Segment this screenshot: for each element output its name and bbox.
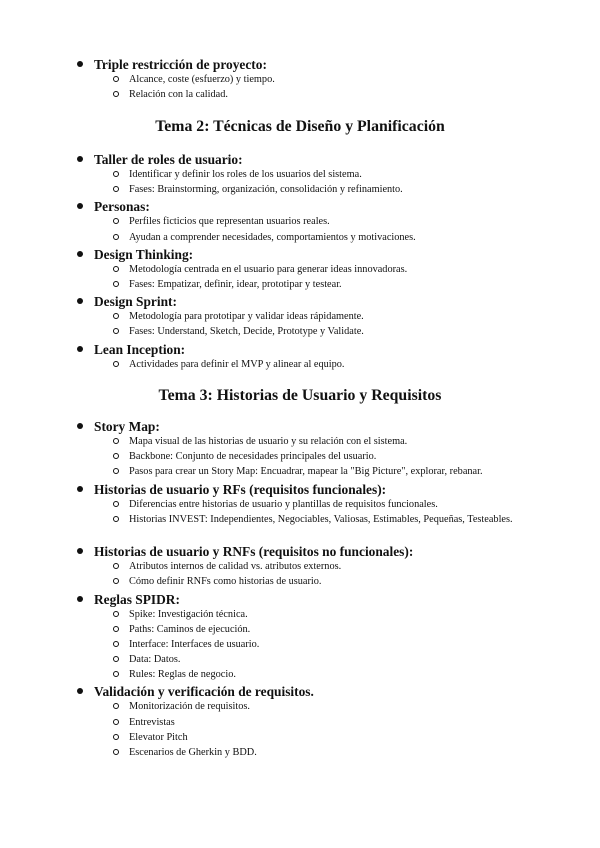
list-item: Fases: Empatizar, definir, idear, prototipar y testear. [0, 277, 600, 292]
list-item: Paths: Caminos de ejecución. [0, 622, 600, 637]
bullet-icon [77, 596, 83, 602]
bullet-icon [77, 156, 83, 162]
circle-bullet-icon [113, 76, 119, 82]
tema2-heading: Tema 2: Técnicas de Diseño y Planificación [155, 118, 445, 135]
circle-bullet-icon [113, 578, 119, 584]
circle-bullet-icon [113, 171, 119, 177]
topic-personas: Personas: [0, 199, 600, 214]
list-item: Identificar y definir los roles de los usuarios del sistema. [0, 167, 600, 182]
list-item: Fases: Brainstorming, organización, consolidación y refinamiento. [0, 182, 600, 197]
topic-title: Triple restricción de proyecto: [94, 57, 267, 72]
topic-taller-roles: Taller de roles de usuario: [0, 152, 600, 167]
bullet-icon [77, 423, 83, 429]
bullet-icon [77, 298, 83, 304]
list-item: Mapa visual de las historias de usuario y su relación con el sistema. [0, 434, 600, 449]
circle-bullet-icon [113, 281, 119, 287]
circle-bullet-icon [113, 361, 119, 367]
list-item: Escenarios de Gherkin y BDD. [0, 745, 600, 760]
circle-bullet-icon [113, 641, 119, 647]
list-item: Cómo definir RNFs como historias de usuario. [0, 574, 600, 589]
circle-bullet-icon [113, 468, 119, 474]
list-item: Interface: Interfaces de usuario. [0, 637, 600, 652]
circle-bullet-icon [113, 234, 119, 240]
topic-triple-restriccion [0, 57, 600, 72]
circle-bullet-icon [113, 328, 119, 334]
circle-bullet-icon [113, 719, 119, 725]
circle-bullet-icon [113, 671, 119, 677]
list-item: Monitorización de requisitos. [0, 699, 600, 714]
circle-bullet-icon [113, 438, 119, 444]
bullet-icon [77, 548, 83, 554]
circle-bullet-icon [113, 611, 119, 617]
tema3-section [0, 419, 600, 760]
circle-bullet-icon [113, 656, 119, 662]
list-item: Ayudan a comprender necesidades, comportamientos y motivaciones. [0, 230, 600, 245]
circle-bullet-icon [113, 749, 119, 755]
bullet-icon [77, 203, 83, 209]
list-item: Actividades para definir el MVP y alinear al equipo. [0, 357, 600, 372]
bullet-icon [77, 486, 83, 492]
topic-historias-rnf: Historias de usuario y RNFs (requisitos no funcionales): [0, 544, 600, 559]
list-item: Rules: Reglas de negocio. [0, 667, 600, 682]
circle-bullet-icon [113, 218, 119, 224]
topic-historias-rf: Historias de usuario y RFs (requisitos funcionales): [0, 482, 600, 497]
list-item: Diferencias entre historias de usuario y plantillas de requisitos funcionales. [0, 497, 600, 512]
topic-reglas-spidr: Reglas SPIDR: [0, 592, 600, 607]
topic-story-map: Story Map: [0, 419, 600, 434]
circle-bullet-icon [113, 563, 119, 569]
list-item: Historias INVEST: Independientes, Negociables, Valiosas, Estimables, Pequeñas, Testeables. [0, 512, 600, 542]
tema2-section [0, 152, 600, 372]
list-item: Pasos para crear un Story Map: Encuadrar, mapear la "Big Picture", explorar, rebanar. [0, 464, 600, 479]
list-item: Alcance, coste (esfuerzo) y tiempo. [0, 72, 600, 87]
list-item: Spike: Investigación técnica. [0, 607, 600, 622]
bullet-icon [77, 346, 83, 352]
topic-design-sprint: Design Sprint: [0, 294, 600, 309]
circle-bullet-icon [113, 734, 119, 740]
list-item: Fases: Understand, Sketch, Decide, Prototype y Validate. [0, 324, 600, 339]
list-item: Relación con la calidad. [0, 87, 600, 102]
top-section [0, 57, 600, 102]
list-item: Metodología para prototipar y validar ideas rápidamente. [0, 309, 600, 324]
list-item: Atributos internos de calidad vs. atributos externos. [0, 559, 600, 574]
topic-design-thinking: Design Thinking: [0, 247, 600, 262]
circle-bullet-icon [113, 91, 119, 97]
list-item: Entrevistas [0, 715, 600, 730]
bullet-icon [77, 61, 83, 67]
circle-bullet-icon [113, 703, 119, 709]
list-item: Perfiles ficticios que representan usuarios reales. [0, 214, 600, 229]
list-item: Data: Datos. [0, 652, 600, 667]
circle-bullet-icon [113, 453, 119, 459]
list-item: Metodología centrada en el usuario para generar ideas innovadoras. [0, 262, 600, 277]
topic-lean-inception: Lean Inception: [0, 342, 600, 357]
circle-bullet-icon [113, 516, 119, 522]
circle-bullet-icon [113, 501, 119, 507]
circle-bullet-icon [113, 626, 119, 632]
bullet-icon [77, 251, 83, 257]
circle-bullet-icon [113, 266, 119, 272]
list-item: Elevator Pitch [0, 730, 600, 745]
topic-validacion: Validación y verificación de requisitos. [0, 684, 600, 699]
circle-bullet-icon [113, 313, 119, 319]
bullet-icon [77, 688, 83, 694]
tema3-heading: Tema 3: Historias de Usuario y Requisitos [158, 387, 442, 404]
circle-bullet-icon [113, 186, 119, 192]
list-item: Backbone: Conjunto de necesidades principales del usuario. [0, 449, 600, 464]
